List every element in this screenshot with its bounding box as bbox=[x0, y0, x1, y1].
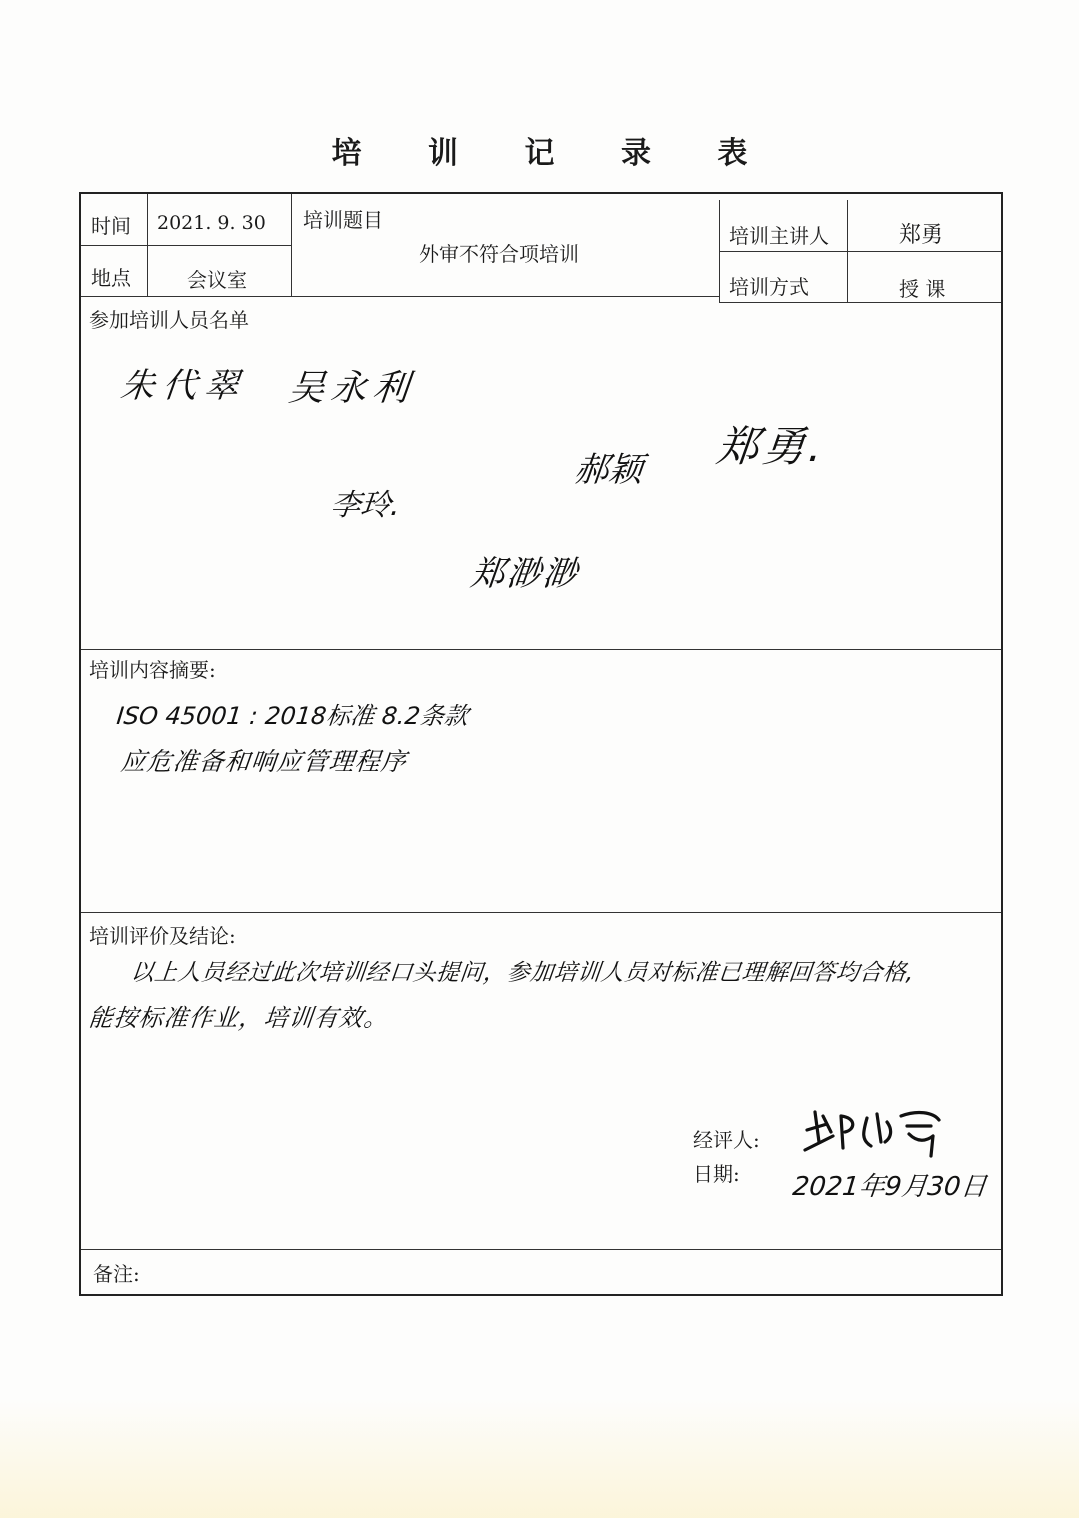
attendee-name: 李玲. bbox=[328, 488, 403, 523]
divider bbox=[81, 649, 1001, 650]
evaluation-date: 2021年9月30日 bbox=[791, 1172, 989, 1202]
method-value: 授 课 bbox=[899, 277, 946, 301]
attendee-name: 郑渺渺 bbox=[468, 554, 581, 594]
evaluation-label: 培训评价及结论: bbox=[89, 924, 236, 948]
attendee-name: 吴永利 bbox=[286, 368, 417, 409]
attendee-name: 郝颖 bbox=[572, 450, 645, 490]
date-label: 日期: bbox=[693, 1162, 740, 1186]
divider bbox=[291, 194, 292, 296]
divider bbox=[719, 200, 720, 302]
lecturer-label: 培训主讲人 bbox=[729, 224, 829, 248]
content-line: 应危准备和响应管理程序 bbox=[119, 747, 409, 776]
divider bbox=[81, 296, 719, 297]
topic-label: 培训题目 bbox=[303, 208, 383, 232]
training-record-form bbox=[79, 192, 1003, 1296]
divider bbox=[81, 245, 291, 246]
remarks-label: 备注: bbox=[93, 1262, 140, 1286]
time-label: 时间 bbox=[91, 214, 131, 238]
divider bbox=[81, 912, 1001, 913]
attendee-name: 朱代翠 bbox=[118, 366, 249, 406]
evaluation-text: 能按标准作业，培训有效。 bbox=[87, 1004, 391, 1032]
divider bbox=[719, 302, 1001, 303]
place-value: 会议室 bbox=[187, 268, 247, 292]
place-label: 地点 bbox=[91, 266, 131, 290]
divider bbox=[81, 1249, 1001, 1250]
attendee-name: 郑勇. bbox=[714, 422, 829, 471]
reviewer-label: 经评人: bbox=[693, 1128, 760, 1152]
divider bbox=[847, 200, 848, 302]
form-title: 培 训 记 录 表 bbox=[331, 136, 776, 171]
time-value: 2021. 9. 30 bbox=[157, 212, 266, 234]
content-label: 培训内容摘要: bbox=[89, 658, 216, 682]
divider bbox=[719, 251, 1001, 252]
content-line: ISO 45001 : 2018标准 8.2条款 bbox=[115, 702, 470, 730]
divider bbox=[147, 194, 148, 296]
page-background-tint bbox=[0, 1398, 1079, 1518]
attendees-label: 参加培训人员名单 bbox=[89, 308, 249, 332]
lecturer-value: 郑勇 bbox=[899, 223, 944, 248]
reviewer-signature bbox=[797, 1102, 957, 1164]
method-label: 培训方式 bbox=[729, 275, 809, 299]
topic-value: 外审不符合项培训 bbox=[419, 242, 579, 266]
evaluation-text: 以上人员经过此次培训经口头提问，参加培训人员对标准已理解回答均合格, bbox=[129, 960, 916, 986]
